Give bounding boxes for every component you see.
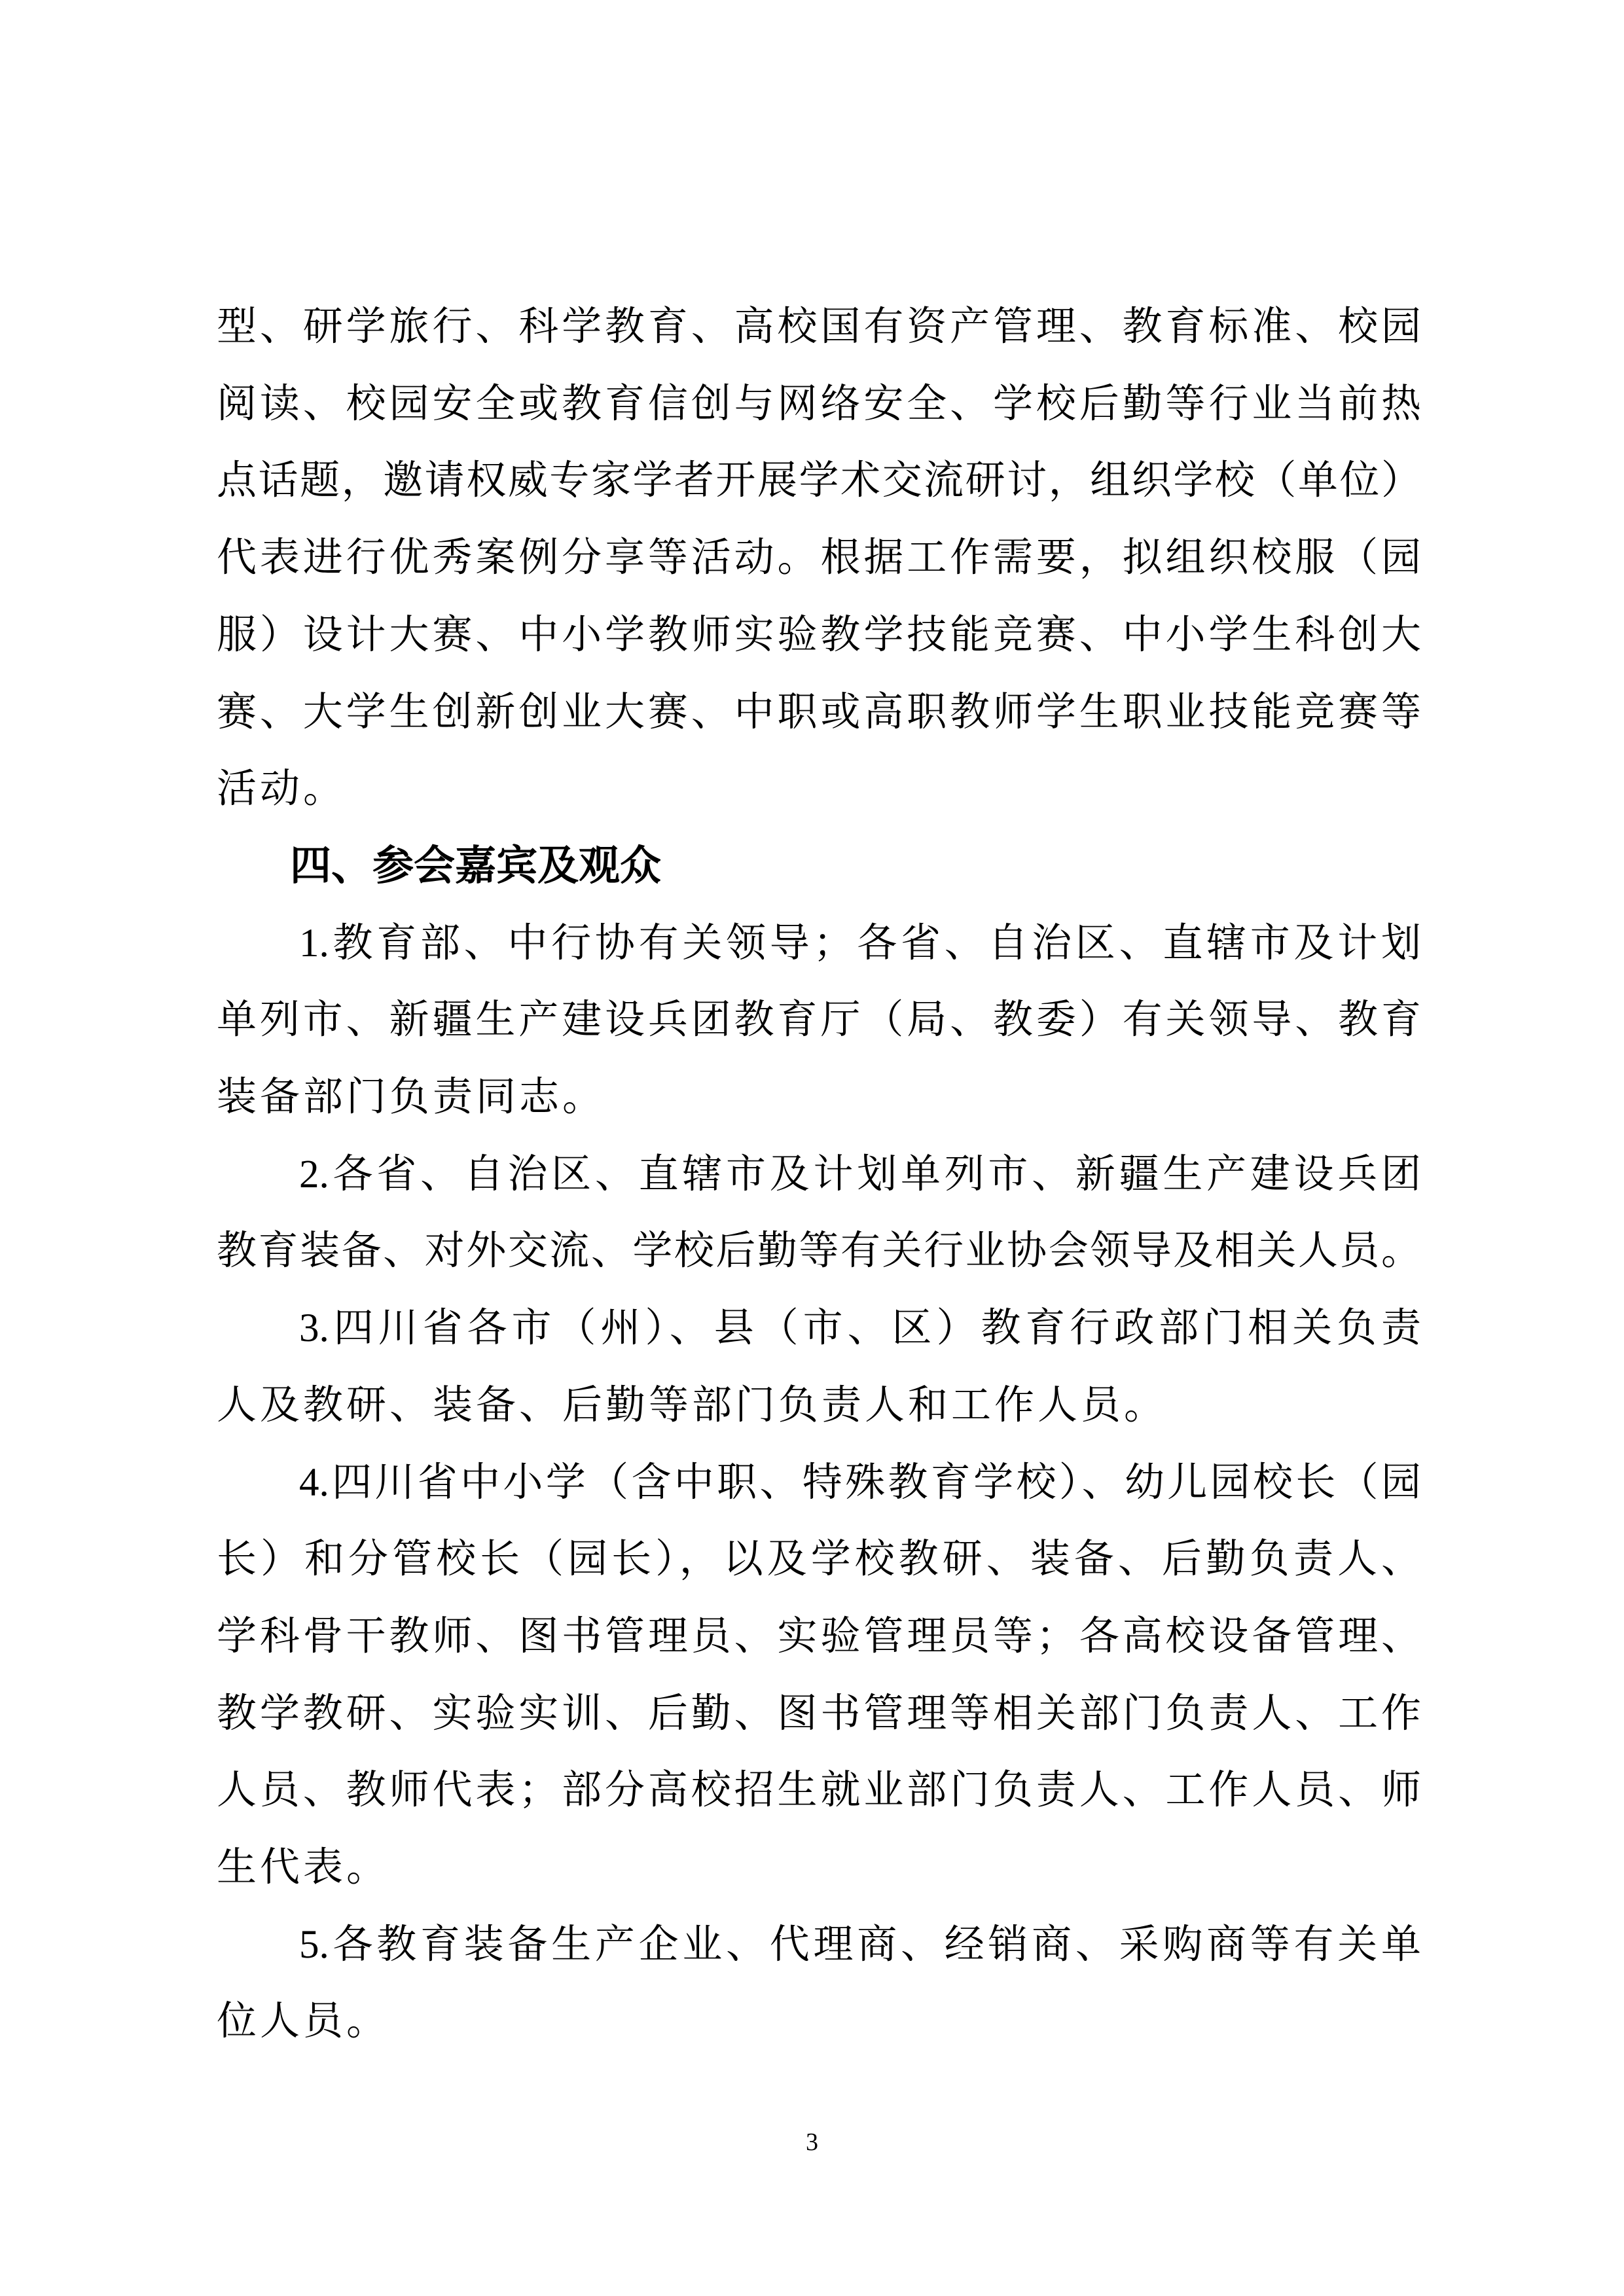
list-line: 2.各省、自治区、直辖市及计划单列市、新疆生产建设兵团 [299,1152,1421,1196]
list-line: 1.教育部、中行协有关领导；各省、自治区、直辖市及计划 [299,921,1421,965]
body-line: 阅读、校园安全或教育信创与网络安全、学校后勤等行业当前热 [217,382,1421,426]
list-line: 3.四川省各市（州）、县（市、区）教育行政部门相关负责 [299,1306,1421,1351]
list-line: 长）和分管校长（园长），以及学校教研、装备、后勤负责人、 [217,1537,1421,1582]
list-line: 4.四川省中小学（含中职、特殊教育学校）、幼儿园校长（园 [299,1460,1421,1505]
list-line: 人及教研、装备、后勤等部门负责人和工作人员。 [217,1383,1168,1427]
list-line: 位人员。 [217,2000,390,2044]
page-number: 3 [806,2128,818,2156]
list-line: 单列市、新疆生产建设兵团教育厅（局、教委）有关领导、教育 [217,998,1421,1043]
list-line: 生代表。 [217,1846,390,1890]
section-heading: 四、参会嘉宾及观众 [290,842,661,889]
body-line: 活动。 [217,767,347,812]
list-line: 学科骨干教师、图书管理员、实验管理员等；各高校设备管理、 [217,1614,1421,1659]
list-line: 装备部门负责同志。 [217,1075,606,1120]
list-line: 5.各教育装备生产企业、代理商、经销商、采购商等有关单 [299,1922,1421,1967]
body-line: 型、研学旅行、科学教育、高校国有资产管理、教育标准、校园 [217,305,1421,349]
list-line: 教学教研、实验实训、后勤、图书管理等相关部门负责人、工作 [217,1691,1421,1736]
list-line: 教育装备、对外交流、学校后勤等有关行业协会领导及相关人员。 [217,1229,1421,1274]
body-line: 代表进行优秀案例分享等活动。根据工作需要，拟组织校服（园 [217,536,1421,581]
list-line: 人员、教师代表；部分高校招生就业部门负责人、工作人员、师 [217,1768,1421,1813]
document-body [217,289,1421,2060]
body-line: 点话题，邀请权威专家学者开展学术交流研讨，组织学校（单位） [217,459,1421,503]
body-line: 赛、大学生创新创业大赛、中职或高职教师学生职业技能竞赛等 [217,690,1421,734]
body-line: 服）设计大赛、中小学教师实验教学技能竞赛、中小学生科创大 [217,613,1421,657]
